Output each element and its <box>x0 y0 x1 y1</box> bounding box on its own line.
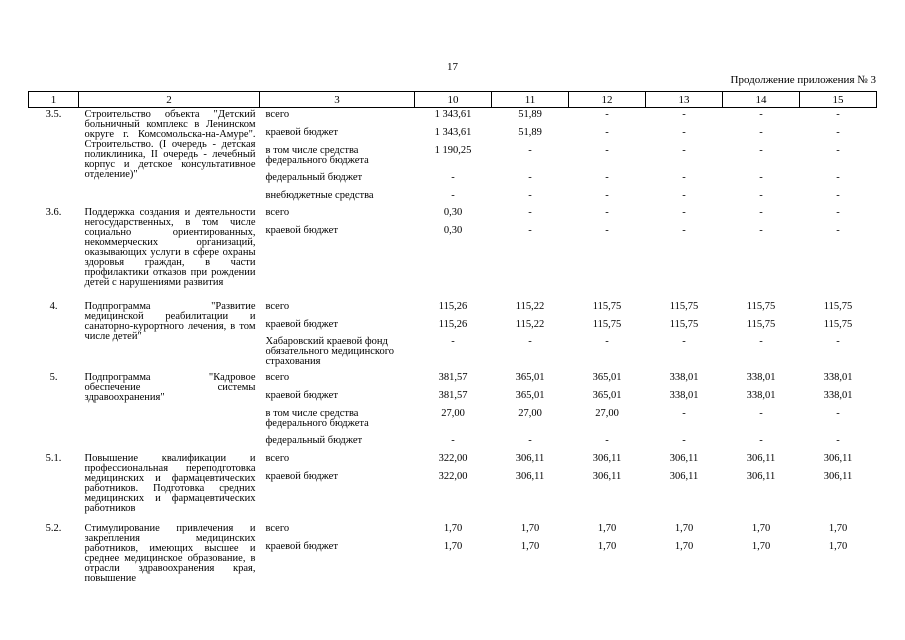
funding-source: всего <box>265 371 290 383</box>
table-row <box>29 371 877 389</box>
value-cell: 115,75 <box>746 318 776 330</box>
value-cell: - <box>759 171 763 183</box>
row-title: Стимулирование привлечения и закрепления медицинских работников, имеющих высшее и среднее медицинское образование, в отрасли здравоохранения края, повышение <box>84 522 256 584</box>
funding-source: краевой бюджет <box>265 389 338 401</box>
value-cell: - <box>759 434 763 446</box>
value-cell: - <box>836 144 840 156</box>
value-cell: - <box>528 224 532 236</box>
value-cell: - <box>759 126 763 138</box>
value-cell: 115,75 <box>823 300 853 312</box>
value-cell: 1,70 <box>443 522 463 534</box>
value-cell: 115,75 <box>669 318 699 330</box>
value-cell: 1 190,25 <box>434 144 472 156</box>
continuation-label: Продолжение приложения № 3 <box>730 74 876 86</box>
value-cell: - <box>759 206 763 218</box>
funding-source: краевой бюджет <box>265 470 338 482</box>
table-body <box>29 108 877 590</box>
value-cell: - <box>605 335 609 347</box>
value-cell: - <box>682 224 686 236</box>
value-cell: 27,00 <box>518 407 542 419</box>
value-cell: 1,70 <box>751 522 771 534</box>
row-title: Повышение квалификации и профессиональная переподготовка медицинских и фармацевтических работников. Подготовка средних медицинских и фармацевтических работников <box>84 452 256 514</box>
funding-source: всего <box>265 300 290 312</box>
row-number: 5.1. <box>45 452 62 464</box>
value-cell: - <box>682 206 686 218</box>
row-number: 3.6. <box>45 206 62 218</box>
value-cell: - <box>682 109 686 120</box>
col-header: 3 <box>260 92 415 108</box>
value-cell: - <box>528 206 532 218</box>
funding-source: всего <box>265 452 290 464</box>
value-cell: - <box>759 109 763 120</box>
value-cell: 365,01 <box>592 389 622 401</box>
value-cell: 306,11 <box>669 470 699 482</box>
table-row <box>29 108 877 126</box>
value-cell: 115,75 <box>746 300 776 312</box>
value-cell: 322,00 <box>438 452 468 464</box>
value-cell: 115,75 <box>669 300 699 312</box>
value-cell: - <box>836 434 840 446</box>
value-cell: 115,75 <box>592 300 622 312</box>
value-cell: 1,70 <box>674 522 694 534</box>
funding-source: всего <box>265 206 290 218</box>
funding-source: краевой бюджет <box>265 318 338 330</box>
value-cell: 1 343,61 <box>434 109 472 120</box>
value-cell: 381,57 <box>438 371 468 383</box>
value-cell: - <box>451 335 455 347</box>
value-cell: - <box>682 407 686 419</box>
value-cell: - <box>605 189 609 201</box>
value-cell: 365,01 <box>515 371 545 383</box>
value-cell: - <box>528 335 532 347</box>
value-cell: 1,70 <box>828 522 848 534</box>
value-cell: 306,11 <box>746 452 776 464</box>
col-header: 10 <box>415 92 492 108</box>
row-number: 4. <box>49 300 58 312</box>
funding-source: в том числе средства федерального бюджета <box>265 407 369 429</box>
funding-source: всего <box>265 109 290 120</box>
value-cell: - <box>682 434 686 446</box>
col-header: 15 <box>800 92 877 108</box>
value-cell: 51,89 <box>518 109 542 120</box>
value-cell: - <box>836 206 840 218</box>
header-row <box>29 92 877 108</box>
funding-source: Хабаровский краевой фонд обязательного медицинского страхования <box>265 335 395 367</box>
value-cell: - <box>605 144 609 156</box>
value-cell: 115,75 <box>823 318 853 330</box>
value-cell: - <box>528 189 532 201</box>
table-row <box>29 452 877 470</box>
value-cell: - <box>451 189 455 201</box>
col-header: 2 <box>79 92 260 108</box>
value-cell: - <box>836 126 840 138</box>
value-cell: 322,00 <box>438 470 468 482</box>
value-cell: - <box>605 206 609 218</box>
value-cell: - <box>759 407 763 419</box>
page-number: 17 <box>447 61 458 73</box>
value-cell: - <box>605 126 609 138</box>
value-cell: 306,11 <box>823 452 853 464</box>
funding-source: в том числе средства федерального бюджета <box>265 144 369 166</box>
value-cell: 27,00 <box>595 407 619 419</box>
table-row <box>29 300 877 318</box>
value-cell: 0,30 <box>443 206 463 218</box>
value-cell: - <box>451 171 455 183</box>
value-cell: - <box>605 171 609 183</box>
value-cell: - <box>836 171 840 183</box>
value-cell: - <box>682 144 686 156</box>
value-cell: 1,70 <box>597 522 617 534</box>
row-number: 3.5. <box>45 109 62 120</box>
value-cell: - <box>759 224 763 236</box>
value-cell: 115,75 <box>592 318 622 330</box>
value-cell: - <box>451 434 455 446</box>
value-cell: - <box>759 189 763 201</box>
value-cell: 115,26 <box>438 318 468 330</box>
value-cell: 1,70 <box>520 522 540 534</box>
value-cell: 1,70 <box>520 540 540 552</box>
row-title: Подпрограмма "Кадровое обеспечение системы здравоохранения" <box>84 371 256 403</box>
value-cell: - <box>836 407 840 419</box>
value-cell: 338,01 <box>823 389 853 401</box>
value-cell: 51,89 <box>518 126 542 138</box>
value-cell: - <box>682 335 686 347</box>
value-cell: - <box>528 171 532 183</box>
value-cell: 365,01 <box>592 371 622 383</box>
row-title: Поддержка создания и деятельности негосударственных, в том числе социально ориентированных, некоммерческих организаций, оказывающих услуги в сфере охраны здоровья граждан, в части профилактики отказов при рождении детей с нарушениями развития <box>84 206 256 288</box>
col-header: 14 <box>723 92 800 108</box>
budget-table <box>28 91 877 590</box>
value-cell: - <box>605 224 609 236</box>
value-cell: 115,22 <box>515 318 545 330</box>
value-cell: 1,70 <box>828 540 848 552</box>
funding-source: краевой бюджет <box>265 540 338 552</box>
funding-source: федеральный бюджет <box>265 434 363 446</box>
value-cell: - <box>682 189 686 201</box>
value-cell: - <box>528 434 532 446</box>
value-cell: 338,01 <box>669 371 699 383</box>
value-cell: 0,30 <box>443 224 463 236</box>
value-cell: - <box>759 144 763 156</box>
value-cell: - <box>605 109 609 120</box>
funding-source: краевой бюджет <box>265 224 338 236</box>
value-cell: - <box>836 224 840 236</box>
value-cell: 306,11 <box>823 470 853 482</box>
value-cell: 306,11 <box>746 470 776 482</box>
value-cell: 115,22 <box>515 300 545 312</box>
value-cell: 381,57 <box>438 389 468 401</box>
value-cell: - <box>528 144 532 156</box>
value-cell: 338,01 <box>746 371 776 383</box>
value-cell: 306,11 <box>669 452 699 464</box>
value-cell: 338,01 <box>823 371 853 383</box>
value-cell: - <box>682 171 686 183</box>
value-cell: 365,01 <box>515 389 545 401</box>
value-cell: 306,11 <box>515 452 545 464</box>
row-number: 5. <box>49 371 58 383</box>
funding-source: всего <box>265 522 290 534</box>
value-cell: 1,70 <box>674 540 694 552</box>
row-title: Подпрограмма "Развитие медицинской реабилитации и санаторно-курортного лечения, в том числе детей" <box>84 300 256 342</box>
value-cell: - <box>836 335 840 347</box>
col-header: 13 <box>646 92 723 108</box>
funding-source: внебюджетные средства <box>265 189 374 201</box>
value-cell: - <box>682 126 686 138</box>
row-title: Строительство объекта "Детский больничный комплекс в Ленинском округе г. Комсомольска-на-Амуре". Строительство. (I очередь - детская поликлиника, II очередь - лечебный корпус и детское консультативное отделение)" <box>84 109 256 180</box>
table-row <box>29 206 877 224</box>
value-cell: 1,70 <box>443 540 463 552</box>
value-cell: 1,70 <box>597 540 617 552</box>
table-row <box>29 522 877 540</box>
row-number: 5.2. <box>45 522 62 534</box>
value-cell: 306,11 <box>515 470 545 482</box>
value-cell: 1,70 <box>751 540 771 552</box>
value-cell: - <box>759 335 763 347</box>
value-cell: 306,11 <box>592 470 622 482</box>
value-cell: 338,01 <box>746 389 776 401</box>
value-cell: - <box>836 189 840 201</box>
value-cell: 306,11 <box>592 452 622 464</box>
value-cell: - <box>836 109 840 120</box>
value-cell: 338,01 <box>669 389 699 401</box>
col-header: 12 <box>569 92 646 108</box>
col-header: 1 <box>29 92 79 108</box>
funding-source: федеральный бюджет <box>265 171 363 183</box>
value-cell: 1 343,61 <box>434 126 472 138</box>
funding-source: краевой бюджет <box>265 126 338 138</box>
value-cell: 27,00 <box>441 407 465 419</box>
value-cell: - <box>605 434 609 446</box>
value-cell: 115,26 <box>438 300 468 312</box>
col-header: 11 <box>492 92 569 108</box>
